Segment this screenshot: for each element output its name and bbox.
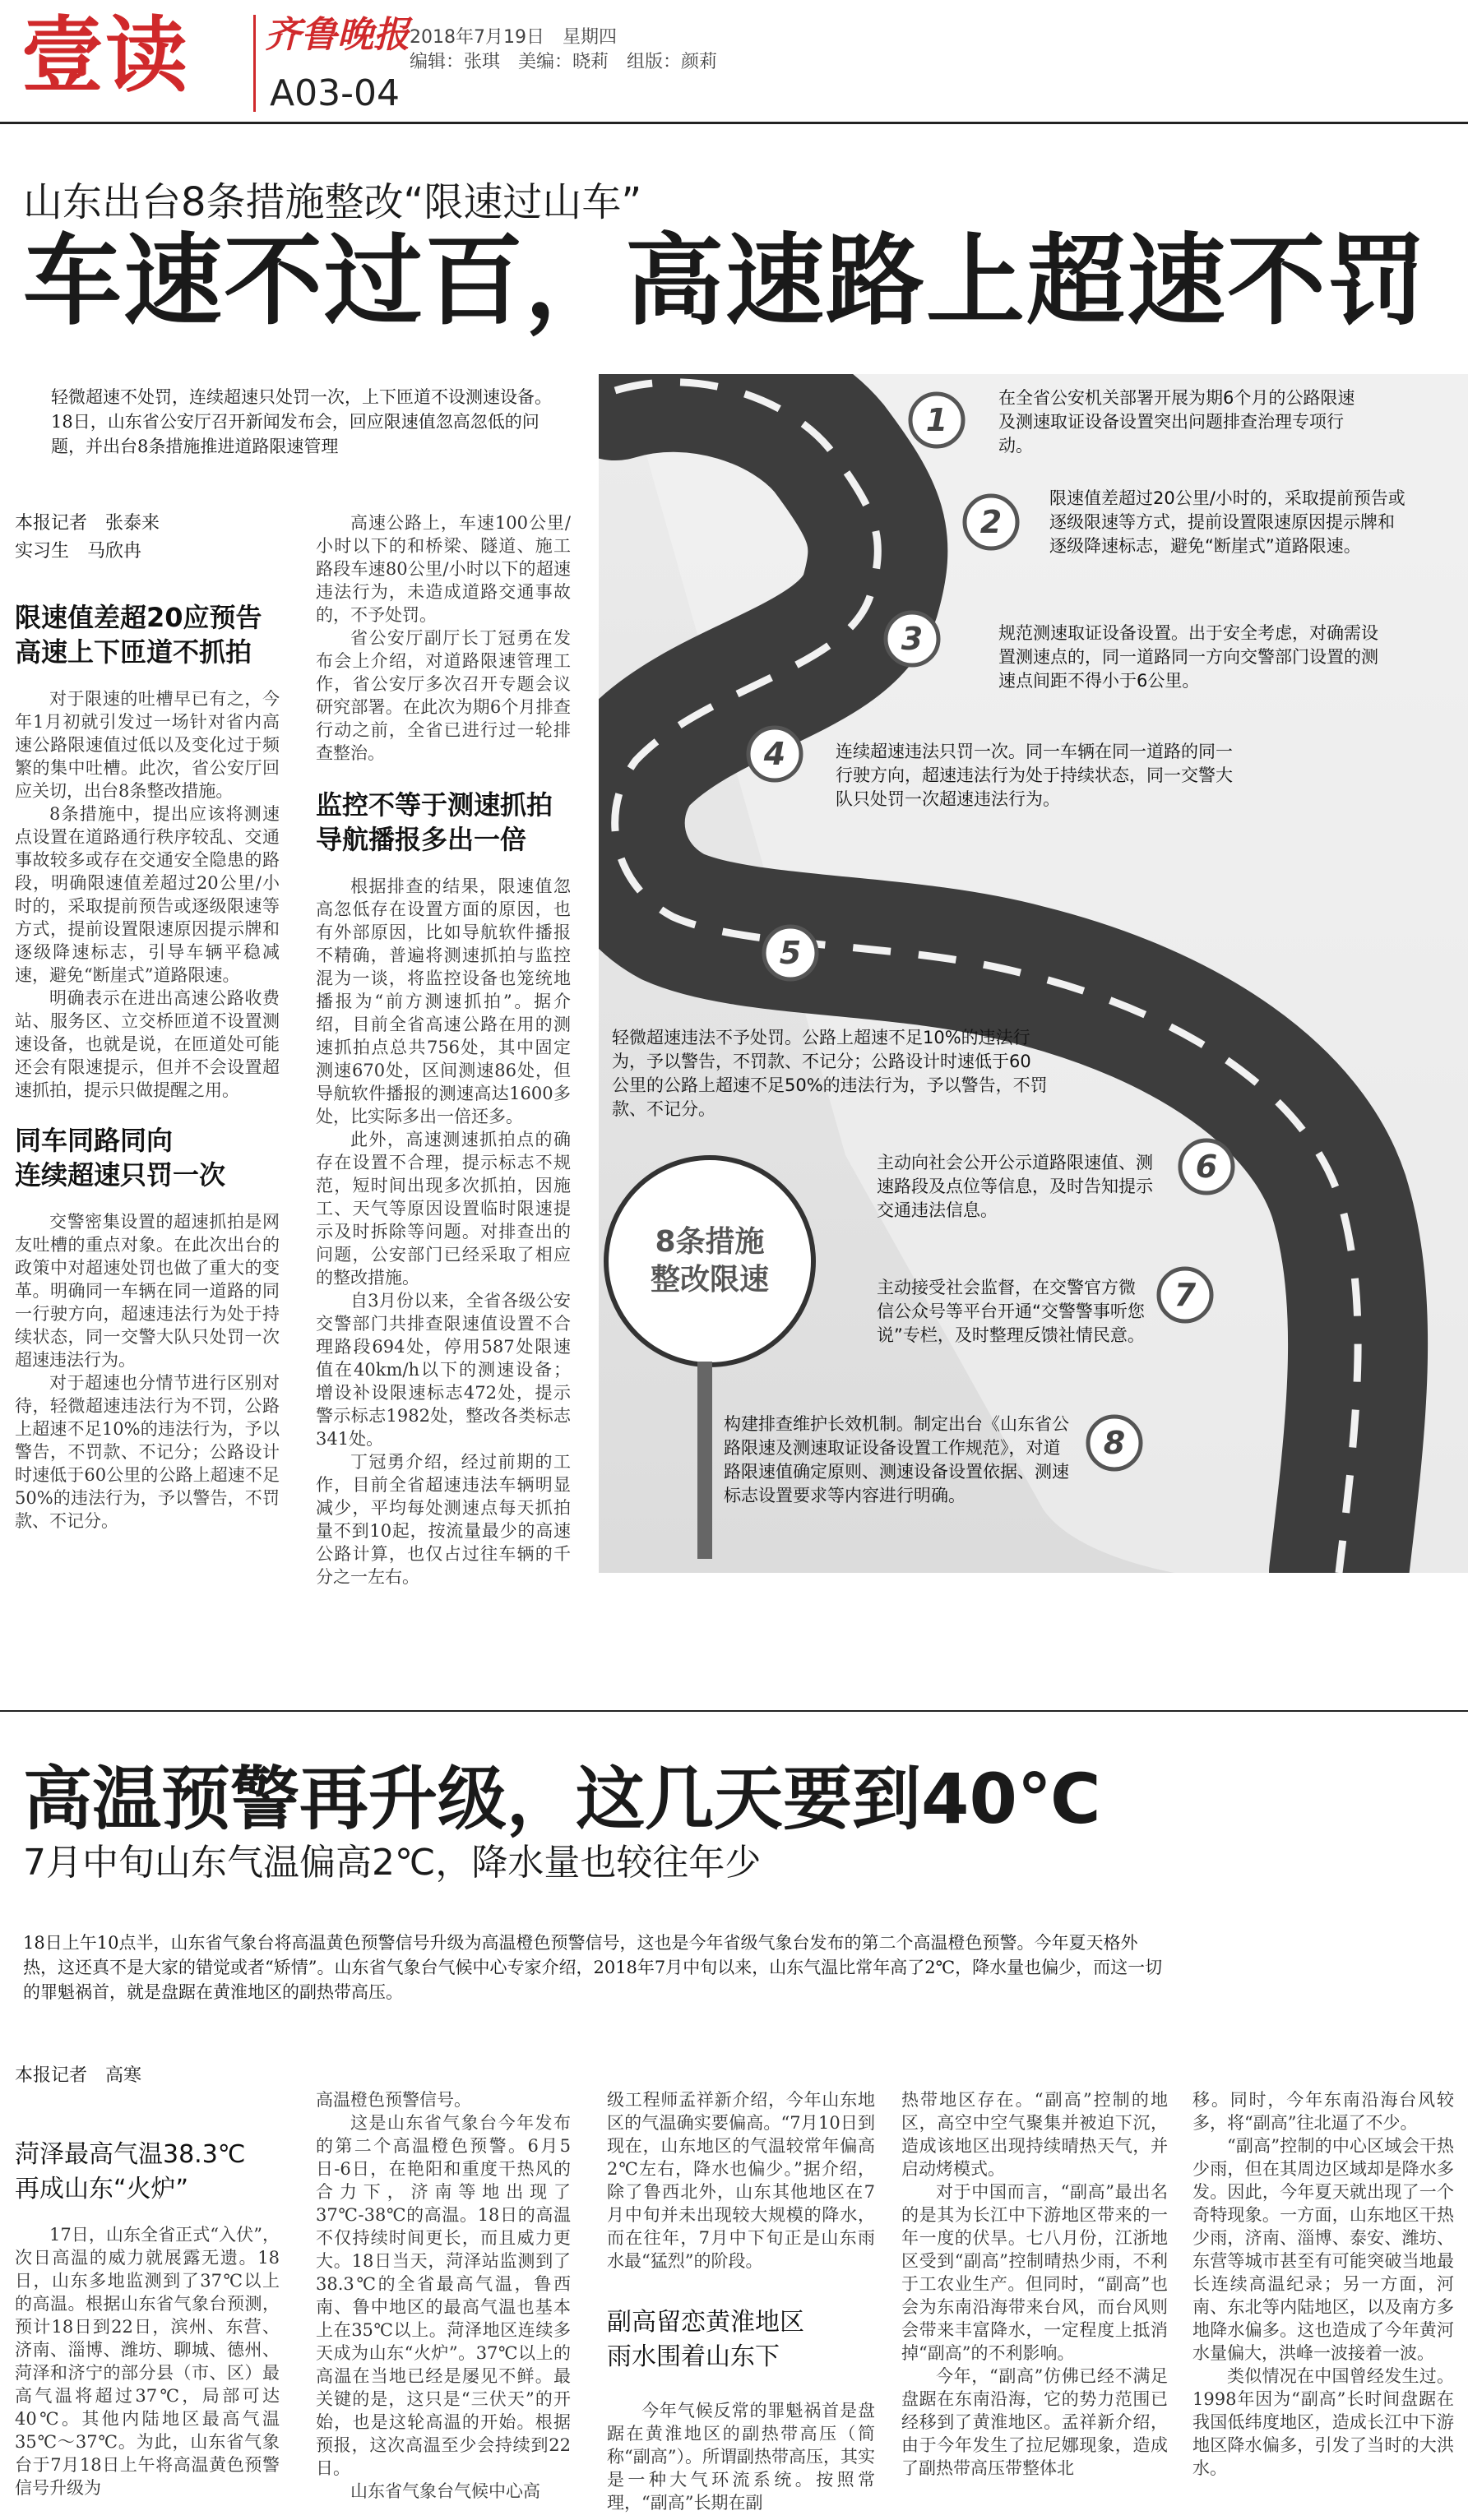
svg-text:4: 4 [763, 736, 786, 772]
article2-headline: 高温预警再升级，这几天要到40℃ [23, 1759, 1101, 1839]
paragraph: 17日，山东全省正式“入伏”，次日高温的威力就展露无遗。18日，山东多地监测到了37℃以上的高温。根据山东省气象台预测，预计18日到22日，滨州、东营、济南、淄博、潍坊、聊城、德州、菏泽和济宁的部分县（市、区）最高气温将超过37℃，局部可达40℃。其他内陆地区最高气温35℃～37℃。为此，山东省气象台于7月18日上午将高温黄色预警信号升级为 [15, 2225, 280, 2498]
step-text-6: 主动向社会公开公示道路限速值、测速路段及点位等信息，及时告知提示交通违法信息。 [877, 1153, 1153, 1220]
step-marker-3 [882, 608, 942, 673]
paragraph: 对于超速也分情节进行区别对待，轻微超速违法行为不罚，公路上超速不足10%的违法行为，予以警告，不罚款、不记分；公路设计时速低于60公里的公路上超速不足50%的违法行为，予以警告，不罚款、不记分。 [15, 1373, 280, 1531]
date-line: 2018年7月19日 星期四 [410, 27, 617, 48]
paragraph: 丁冠勇介绍，经过前期的工作，目前全省超速违法车辆明显减少，平均每处测速点每天抓拍量不到10起，按流量最少的高速公路计算，也仅占过往车辆的千分之一左右。 [316, 1452, 571, 1587]
article1-lead: 轻微超速不处罚，连续超速只处罚一次，上下匝道不设测速设备。18日，山东省公安厅召开新闻发布会，回应限速值忽高忽低的问题，并出台8条措施推进道路限速管理 [51, 387, 552, 456]
step-text-5: 轻微超速违法不予处罚。公路上超速不足10%的违法行为，予以警告，不罚款、不记分；公路设计时速低于60公里的公路上超速不足50%的违法行为，予以警告，不罚款、不记分。 [612, 1028, 1048, 1119]
paragraph: 对于中国而言，“副高”最出名的是其为长江中下游地区带来的一年一度的伏旱。七八月份，江浙地区受到“副高”控制晴热少雨，不利于工农业生产。但同时，“副高”也会为东南沿海带来台风，而台风则会带来丰富降水，一定程度上抵消掉“副高”的不利影响。 [901, 2182, 1168, 2363]
paragraph: 今年，“副高”仿佛已经不满足盘踞在东南沿海，它的势力范围已经移到了黄淮地区。孟祥新介绍，由于今年发生了拉尼娜现象，造成了副热带高压带整体北 [901, 2366, 1168, 2478]
article1-headline: 车速不过百，高速路上超速不罚 [23, 224, 1428, 339]
paragraph: 根据排查的结果，限速值忽高忽低存在设置方面的原因，也有外部原因，比如导航软件播报不精确，普遍将测速抓拍与监控混为一谈，将监控设备也笼统地播报为“前方测速抓拍”。据介绍，目前全省高速公路在用的测速抓拍点总共756处，其中固定测速670处，区间测速86处，但导航软件播报的测速高达1600多处，比实际多出一倍还多。 [316, 876, 571, 1126]
paragraph: 交警密集设置的超速抓拍是网友吐槽的重点对象。在此次出台的政策中对超速处罚也做了重大的变革。明确同一车辆在同一道路的同一行驶方向，超速违法行为处于持续状态，同一交警大队只处罚一次超速违法行为。 [15, 1212, 280, 1370]
sign-pole [697, 1362, 712, 1559]
article1-column-1 [15, 600, 280, 1533]
subhead-heze: 菏泽最高气温38.3℃ 再成山东“火炉” [15, 2140, 246, 2203]
paragraph: 移。同时，今年东南沿海台风较多，将“副高”往北逼了不少。 [1192, 2090, 1454, 2133]
paragraph: 级工程师孟祥新介绍，今年山东地区的气温确实要偏高。“7月10日到现在，山东地区的气温较常年偏高2℃左右，降水也偏少。”据介绍，除了鲁西北外，山东其他地区在7月中旬并未出现较大规模的降水，而在往年，7月中下旬正是山东雨水最“猛烈”的阶段。 [607, 2090, 875, 2271]
article1-column-2 [316, 511, 571, 1588]
paragraph: 类似情况在中国曾经发生过。1998年因为“副高”长时间盘踞在我国低纬度地区，造成长江中下游地区降水偏多，引发了当时的大洪水。 [1192, 2366, 1454, 2478]
article2-lead: 18日上午10点半，山东省气象台将高温黄色预警信号升级为高温橙色预警信号，这也是今年省级气象台发布的第二个高温橙色预警。今年夏天格外热，这还真不是大家的错觉或者“矫情”。山东省气象台气候中心专家介绍，2018年7月中旬以来，山东气温比常年高了2℃，降水量也偏少，而这一切的罪魁祸首，就是盘踞在黄淮地区的副热带高压。 [23, 1933, 1163, 2002]
sign-text-line2: 整改限速 [650, 1263, 769, 1297]
paper-logo: 齐鲁晚报 [265, 14, 410, 56]
paragraph: 省公安厅副厅长丁冠勇在发布会上介绍，对道路限速管理工作，省公安厅多次召开专题会议研究部署。在此次为期6个月排查行动之前，全省已进行过一轮排查整治。 [316, 628, 571, 763]
paragraph: “副高”控制的中心区域会干热少雨，但在其周边区域却是降水多发。因此，今年夏天就出现了一个奇特现象。一方面，山东地区干热少雨，济南、淄博、泰安、潍坊、东营等城市甚至有可能突破当地最长连续高温纪录；另一方面，河南、东北等内陆地区，以及南方多地降水偏多。这也造成了今年黄河水量偏大，洪峰一波接着一波。 [1192, 2136, 1454, 2363]
byline-intern: 实习生 马欣冉 [15, 541, 142, 562]
paragraph: 这是山东省气象台今年发布的第二个高温橙色预警。6月5日-6日，在艳阳和重度干热风的合力下，济南等地出现了37℃-38℃的高温。18日的高温不仅持续时间更长，而且威力更大。18日当天，菏泽站监测到了38.3℃的全省最高气温，鲁西南、鲁中地区的最高气温也基本上在35℃以上。菏泽地区连续多天成为山东“火炉”。37℃以上的高温在当地已经是屡见不鲜。最关键的是，这只是“三伏天”的开始，也是这轮高温的开始。根据预报，这次高温至少会持续到22日。 [316, 2113, 571, 2478]
step-text-3: 规范测速取证设备设置。出于安全考虑，对确需设置测速点的，同一道路同一方向交警部门设置的测速点间距不得小于6公里。 [998, 623, 1378, 691]
subhead-speed-diff: 限速值差超20应预告 高速上下匝道不抓拍 [15, 602, 262, 668]
paragraph: 山东省气象台气候中心高 [350, 2481, 540, 2501]
section-rule [0, 1710, 1468, 1712]
svg-text:2: 2 [979, 504, 1003, 540]
paragraph: 对于限速的吐槽早已有之，今年1月初就引发过一场针对省内高速公路限速值过低以及变化过于频繁的集中吐槽。此次，省公安厅回应关切，出台8条整改措施。 [15, 689, 280, 801]
svg-text:1: 1 [925, 402, 948, 438]
step-text-4: 连续超速违法只罚一次。同一车辆在同一道路的同一行驶方向，超速违法行为处于持续状态，同一交警大队只处罚一次超速违法行为。 [836, 742, 1233, 809]
svg-text:5: 5 [779, 935, 802, 971]
svg-text:3: 3 [901, 621, 924, 657]
subhead-same-vehicle: 同车同路同向 连续超速只罚一次 [15, 1125, 226, 1191]
svg-text:7: 7 [1174, 1277, 1197, 1313]
paragraph: 高温橙色预警信号。 [316, 2090, 471, 2110]
article1-kicker: 山东出台8条措施整改“限速过山车” [23, 179, 642, 225]
article1-byline [15, 510, 160, 566]
paragraph: 自3月份以来，全省各级公安交警部门共排查限速值设置不合理路段694处，停用587处限速值在40km/h以下的测速设备；增设补设限速标志472处，提示警示标志1982处，整改各类标志341处。 [316, 1291, 571, 1449]
step-text-7: 主动接受社会监督，在交警官方微信公众号等平台开通“交警警事听您说”专栏，及时整理反馈社情民意。 [877, 1278, 1145, 1345]
header-rule [0, 122, 1468, 124]
byline-reporter: 本报记者 张泰来 [15, 513, 160, 534]
step-marker-7 [1155, 1265, 1216, 1329]
step-marker-2 [961, 492, 1021, 556]
article2-column-1 [15, 2138, 280, 2499]
article2-kicker: 7月中旬山东气温偏高2℃，降水量也较往年少 [23, 1842, 762, 1884]
page-number: A03-04 [270, 72, 400, 114]
article2-column-4 [901, 2088, 1168, 2480]
paragraph: 明确表示在进出高速公路收费站、服务区、立交桥匝道不设置测速设备，也就是说，在匝道处可能还会有限速提示，但并不会设置超速抓拍，提示只做提醒之用。 [15, 988, 280, 1100]
svg-text:8: 8 [1103, 1425, 1126, 1461]
article2-column-3 [607, 2088, 875, 2514]
editor-line: 编辑：张琪 美编：晓莉 组版：颜莉 [410, 52, 718, 72]
step-text-2: 限速值差超过20公里/小时的，采取提前预告或逐级限速等方式，提前设置限速原因提示牌和逐级降速标志，避免“断崖式”道路限速。 [1049, 488, 1405, 556]
step-text-8: 构建排查维护长效机制。制定出台《山东省公路限速及测速取证设备设置工作规范》，对道路限速值确定原则、测速设备设置依据、测速标志设置要求等内容进行明确。 [724, 1414, 1069, 1505]
sign-text-line1: 8条措施 [655, 1225, 765, 1259]
section-title: 壹读 [21, 7, 189, 104]
header-divider [253, 15, 256, 112]
subhead-subtropical-high: 副高留恋黄淮地区 雨水围着山东下 [607, 2308, 804, 2371]
article2-column-2 [316, 2088, 571, 2503]
step-marker-6 [1176, 1136, 1237, 1200]
article2-column-5 [1192, 2088, 1454, 2480]
paragraph: 8条措施中，提出应该将测速点设置在道路通行秩序较乱、交通事故较多或存在交通安全隐患的路段，明确限速值差超过20公里/小时的，采取提前预告或逐级限速等方式，提前设置限速原因提示牌和逐级降速标志，引导车辆平稳减速，避免“断崖式”道路限速。 [15, 804, 280, 985]
paragraph: 高速公路上，车速100公里/小时以下的和桥梁、隧道、施工路段车速80公里/小时以下的超速违法行为，未造成道路交通事故的，不予处罚。 [316, 513, 571, 625]
step-marker-1 [906, 390, 967, 454]
step-marker-4 [744, 724, 805, 788]
measures-sign [604, 1155, 816, 1367]
paragraph: 此外，高速测速抓拍点的确存在设置不合理，提示标志不规范，短时间出现多次抓拍，因施工、天气等原因设置临时限速提示及时拆除等问题。对排查出的问题，公安部门已经采取了相应的整改措施。 [316, 1130, 571, 1288]
paragraph: 今年气候反常的罪魁祸首是盘踞在黄淮地区的副热带高压（简称“副高”）。所谓副热带高压，其实是一种大气环流系统。按照常理，“副高”长期在副 [607, 2401, 875, 2513]
article2-byline: 本报记者 高寒 [15, 2065, 142, 2086]
step-marker-8 [1084, 1413, 1145, 1477]
step-text-1: 在全省公安机关部署开展为期6个月的公路限速及测速取证设备设置突出问题排查治理专项行动。 [998, 388, 1355, 455]
step-marker-5 [760, 922, 821, 987]
svg-text:6: 6 [1195, 1149, 1218, 1185]
paragraph: 热带地区存在。“副高”控制的地区，高空中空气聚集并被迫下沉，造成该地区出现持续晴热天气，并启动烤模式。 [901, 2090, 1168, 2179]
subhead-monitoring: 监控不等于测速抓拍 导航播报多出一倍 [316, 789, 553, 855]
